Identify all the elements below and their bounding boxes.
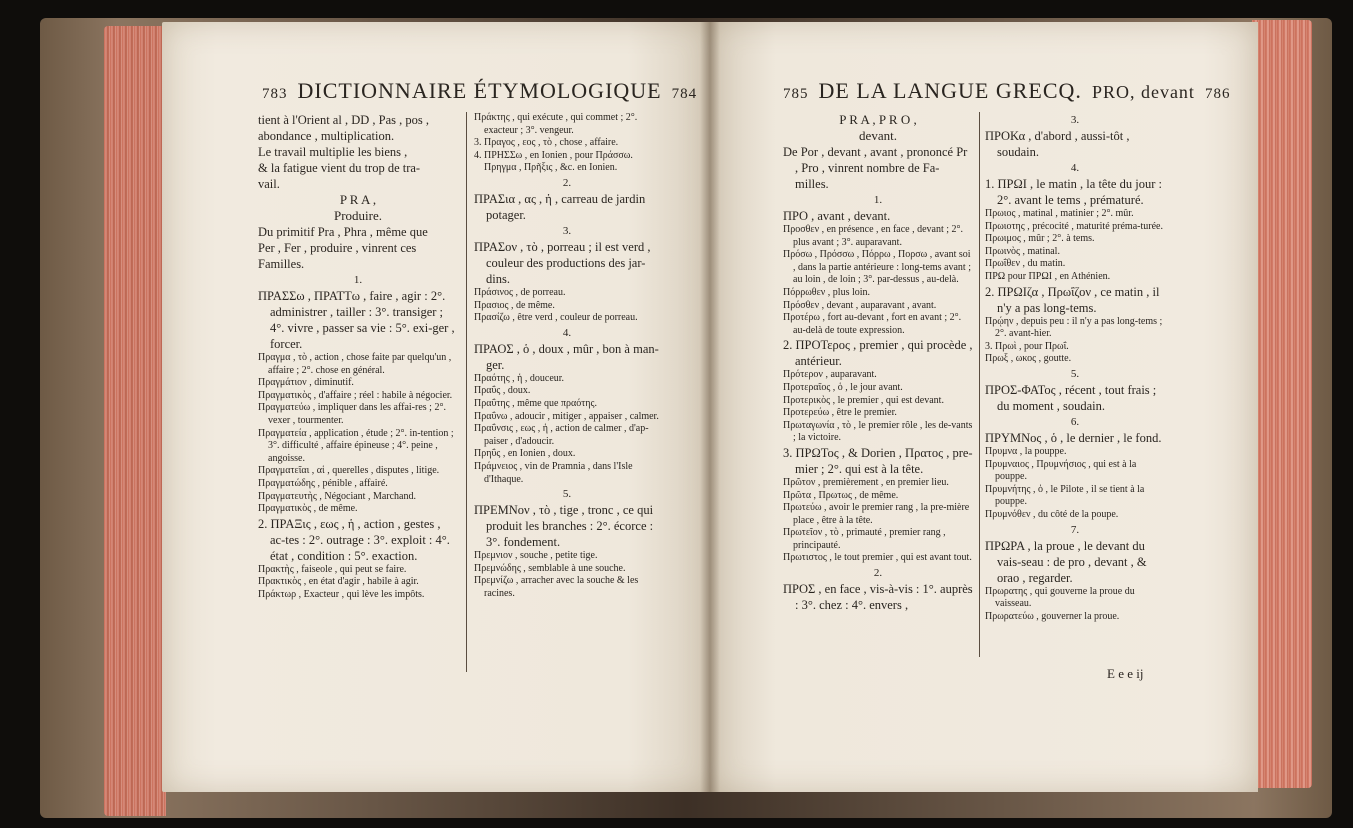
- entry-line: Πραγματεία , application , étude ; 2°. in-tention ; 3°. difficulté , affaire épineuse ; 4°. peine , angoisse.: [258, 427, 454, 464]
- entry-line: Πρωτεύω , avoir le premier rang , la pre-mière place , être à la tête.: [783, 502, 970, 526]
- entry-line: ΠΡΑΣον , τὸ , porreau ; il est verd , couleur des productions des jar-dins.: [474, 239, 651, 286]
- entry-line: 4.: [562, 326, 572, 339]
- entry-line: Πρωιος , matinal , matinier ; 2°. mûr.: [985, 208, 1134, 219]
- entry-line: Πράσινος , de porreau.: [474, 286, 566, 298]
- entry-line: Πραγματικὸς , de même.: [258, 503, 358, 515]
- entry-line: ΠΡΟ , avant , devant.: [783, 209, 891, 223]
- entry-line: Πρῶτα , Πρωτως , de même.: [783, 489, 899, 501]
- right-column-divider: [979, 112, 980, 657]
- entry-line: Προσθεν , en présence , en face , devant ; 2°. plus avant ; 3°. auparavant.: [783, 224, 964, 248]
- entry-line: Πράμνειος , vin de Pramnia , dans l'Isle d'Ithaque.: [474, 460, 633, 485]
- entry-line: 2.: [562, 176, 572, 189]
- entry-line: 5.: [562, 488, 572, 501]
- right-page-subtitle: PRO, devant: [1091, 82, 1195, 102]
- entry-line: Προτέρω , fort au-devant , fort en avant ; 2°. au-delà de toute expression.: [783, 312, 962, 336]
- entry-line: P R A , P R O ,: [839, 112, 917, 127]
- entry-line: P R A ,: [339, 192, 377, 207]
- entry-line: De Por , devant , avant , prononcé Pr , Pro , vinrent nombre de Fa-milles.: [783, 145, 968, 191]
- entry-line: Πρυμνήτης , ὁ , le Pilote , il se tient à la pouppe.: [985, 483, 1145, 508]
- entry-line: & la fatigue vient du trop de tra-: [258, 161, 421, 175]
- right-page-number-a: 785: [783, 86, 809, 102]
- entry-line: 4. ΠΡΗΣΣω , en Ionien , pour Πράσσω. Πρηγμα , Πρῆξις , &c. en Ionien.: [474, 149, 633, 174]
- right-page-edges: [1252, 20, 1312, 788]
- left-page-number-b: 784: [671, 86, 698, 102]
- entry-line: 4.: [1070, 162, 1080, 174]
- entry-line: Πρασίζω , être verd , couleur de porreau.: [474, 312, 638, 324]
- entry-line: ΠΡΕΜΝον , τὸ , tige , tronc , ce qui produit les branches : 2°. écorce : 3°. fondement.: [474, 503, 654, 550]
- entry-line: ΠΡΑΣια , ας , ἡ , carreau de jardin potager.: [474, 191, 646, 222]
- entry-line: 7.: [1070, 523, 1080, 536]
- entry-line: Πρακτικὸς , en état d'agir , habile à agir.: [258, 576, 419, 588]
- entry-line: abondance , multiplication.: [258, 129, 395, 143]
- left-page-edges: [104, 26, 166, 816]
- right-running-head: [783, 78, 1230, 104]
- entry-line: ΠΡΩ pour ΠΡΩΙ , en Athénien.: [985, 270, 1111, 282]
- right-column-2: [985, 112, 1165, 623]
- entry-line: tient à l'Orient al , DD , Pas , pos ,: [258, 113, 429, 127]
- entry-line: 2. ΠΡΟΤερος , premier , qui procède , antérieur.: [783, 338, 973, 369]
- entry-line: 3. Πρωὶ , pour Πρωΐ.: [985, 340, 1069, 352]
- entry-line: Πρόσθεν , devant , auparavant , avant.: [783, 299, 937, 311]
- entry-line: Le travail multiplie les biens ,: [258, 145, 408, 159]
- entry-line: Πραγματεύω , impliquer dans les affai-res ; 2°. vexer , tourmenter.: [258, 402, 446, 426]
- entry-line: 2. ΠΡΩΙζα , Πρωΐζον , ce matin , il n'y a pas long-tems.: [985, 284, 1160, 315]
- entry-line: Πρηΰς , en Ionien , doux.: [474, 448, 576, 460]
- right-column-1: [783, 112, 973, 613]
- entry-line: ΠΡΟΚα , d'abord , aussi-tôt , soudain.: [985, 129, 1130, 159]
- entry-line: ΠΡΟΣ-ΦΑΤος , récent , tout frais ; du moment , soudain.: [985, 382, 1157, 413]
- entry-line: 3.: [1070, 114, 1080, 126]
- entry-line: 2.: [873, 567, 883, 580]
- entry-line: ΠΡΥΜΝος , ὁ , le dernier , le fond.: [985, 430, 1162, 445]
- entry-line: 3. Πραγος , εος , τὸ , chose , affaire.: [474, 137, 619, 149]
- entry-line: Προτερεύω , être le premier.: [783, 407, 897, 419]
- entry-line: Πραότης , ἡ , douceur.: [474, 372, 565, 384]
- entry-line: Πρασιος , de même.: [474, 299, 555, 311]
- book-gutter: [700, 22, 720, 792]
- entry-line: Produire.: [333, 208, 383, 223]
- entry-line: Πραΰς , doux.: [474, 385, 531, 397]
- entry-line: Πρεμνίζω , arracher avec la souche & les racines.: [474, 575, 639, 599]
- entry-line: Πρόσω , Πρόσσω , Πόρρω , Πορσω , avant soi , dans la partie antérieure : long-tems avant ; au loin , de loin ; 3°. par-dessus , au-delà.: [783, 249, 971, 286]
- entry-line: Πραγματεῖαι , αἱ , querelles , disputes , litige.: [258, 465, 440, 477]
- entry-line: 1.: [873, 194, 883, 206]
- entry-line: Πραγματικὸς , d'affaire ; réel : habile à négocier.: [258, 389, 453, 401]
- entry-line: 2. ΠΡΑΞις , εως , ἡ , action , gestes , ac-tes : 2°. outrage : 3°. exploit : 4°. état , condition : 5°. exaction.: [258, 516, 450, 563]
- entry-line: Πραγμάτιον , diminutif.: [258, 377, 354, 389]
- entry-line: Πρωτιστος , le tout premier , qui est avant tout.: [783, 552, 972, 564]
- entry-line: 6.: [1070, 415, 1080, 428]
- left-page-number-a: 783: [262, 86, 288, 102]
- entry-line: 3. ΠΡΩΤος , & Dorien , Πρατος , pre-mier ; 2°. qui est à la tête.: [783, 445, 973, 476]
- entry-line: Πρωξ , ωκος , goutte.: [985, 353, 1072, 365]
- entry-line: devant.: [859, 128, 897, 143]
- entry-line: Πραΰνω , adoucir , mitiger , appaiser , calmer.: [474, 410, 659, 422]
- signature-mark: E e e ij: [1107, 666, 1144, 681]
- entry-line: Πραΰνσις , εως , ἡ , action de calmer , d'ap-paiser , d'adoucir.: [474, 423, 649, 447]
- entry-line: Πρωρατεύω , gouverner la proue.: [985, 610, 1120, 622]
- entry-line: Πραΰτης , même que πραότης.: [474, 397, 597, 409]
- entry-line: Πρότερον , auparavant.: [783, 369, 877, 381]
- entry-line: Πρωινὸς , matinal.: [985, 245, 1060, 257]
- entry-line: Πρωταγωνία , τὸ , le premier rôle , les de-vants ; la victoire.: [783, 419, 973, 444]
- left-column-2: [474, 112, 660, 600]
- entry-line: Προτεραῖος , ὁ , le jour avant.: [783, 381, 903, 393]
- entry-line: Πρωιοτης , précocité , maturité préma-turée.: [985, 220, 1163, 232]
- entry-line: Πρεμνώδης , semblable à une souche.: [474, 562, 626, 574]
- entry-line: vail.: [258, 177, 280, 191]
- entry-line: Πρεμνιον , souche , petite tige.: [474, 550, 598, 562]
- entry-line: Πραγματευτὴς , Négociant , Marchand.: [258, 490, 416, 502]
- entry-line: Πρωτεῖον , τὸ , primauté , premier rang , principauté.: [783, 527, 946, 551]
- entry-line: Πρακτὴς , faiseole , qui peut se faire.: [258, 563, 407, 575]
- right-page-title: DE LA LANGUE GRECQ.: [818, 78, 1082, 103]
- right-page-number-b: 786: [1204, 86, 1231, 102]
- left-column-1: [258, 112, 458, 602]
- entry-line: 1.: [353, 274, 363, 286]
- left-column-divider: [466, 112, 467, 672]
- entry-line: Προτερικὸς , le premier , qui est devant.: [783, 394, 944, 406]
- entry-line: Du primitif Pra , Phra , même que: [258, 225, 428, 239]
- entry-line: Πράκτης , qui exécute , qui commet ; 2°. exacteur ; 3°. vengeur.: [474, 112, 638, 136]
- entry-line: Πρυμναιος , Πρυμνήσιος , qui est à la pouppe.: [985, 458, 1137, 483]
- entry-line: Πρῴην , depuis peu : il n'y a pas long-tems ; 2°. avant-hier.: [985, 315, 1163, 340]
- left-page-title: DICTIONNAIRE ÉTYMOLOGIQUE: [297, 78, 662, 103]
- entry-line: Πρυμνα , la pouppe.: [985, 445, 1067, 457]
- entry-line: 1. ΠΡΩΙ , le matin , la tête du jour : 2°. avant le tems , prématuré.: [985, 177, 1162, 207]
- entry-line: Πόρρωθεν , plus loin.: [783, 286, 871, 298]
- entry-line: Πρυμνόθεν , du côté de la poupe.: [985, 508, 1119, 520]
- entry-line: Πρωιμος , mûr ; 2°. à tems.: [985, 233, 1095, 245]
- entry-line: ΠΡΟΣ , en face , vis-à-vis : 1°. auprès : 3°. chez : 4°. envers ,: [783, 582, 973, 613]
- entry-line: 5.: [1070, 367, 1080, 380]
- left-running-head: [262, 78, 697, 104]
- entry-line: Πρῶτον , premièrement , en premier lieu.: [783, 476, 949, 488]
- entry-line: Per , Fer , produire , vinrent ces: [258, 241, 417, 255]
- entry-line: 3.: [562, 224, 572, 237]
- entry-line: ΠΡΑΟΣ , ὁ , doux , mûr , bon à man-ger.: [474, 341, 659, 372]
- entry-line: Familles.: [258, 257, 305, 271]
- entry-line: Πρωρατης , qui gouverne la proue du vaisseau.: [985, 585, 1135, 610]
- entry-line: ΠΡΩΡΑ , la proue , le devant du vais-seau : de pro , devant , & orao , regarder.: [985, 538, 1147, 585]
- entry-line: Πρωΐθεν , du matin.: [985, 258, 1066, 270]
- entry-line: Πραγματώδης , pénible , affairé.: [258, 477, 388, 489]
- entry-line: ΠΡΑΣΣω , ΠΡΑΤΤω , faire , agir : 2°. administrer , tailler : 3°. transiger ; 4°. vivre , passer sa vie : 5°. exi-ger , forcer.: [258, 289, 455, 351]
- entry-line: Πράκτωρ , Exacteur , qui lève les impôts.: [258, 588, 425, 600]
- entry-line: Πραγμα , τὸ , action , chose faite par quelqu'un , affaire ; 2°. chose en général.: [258, 352, 452, 376]
